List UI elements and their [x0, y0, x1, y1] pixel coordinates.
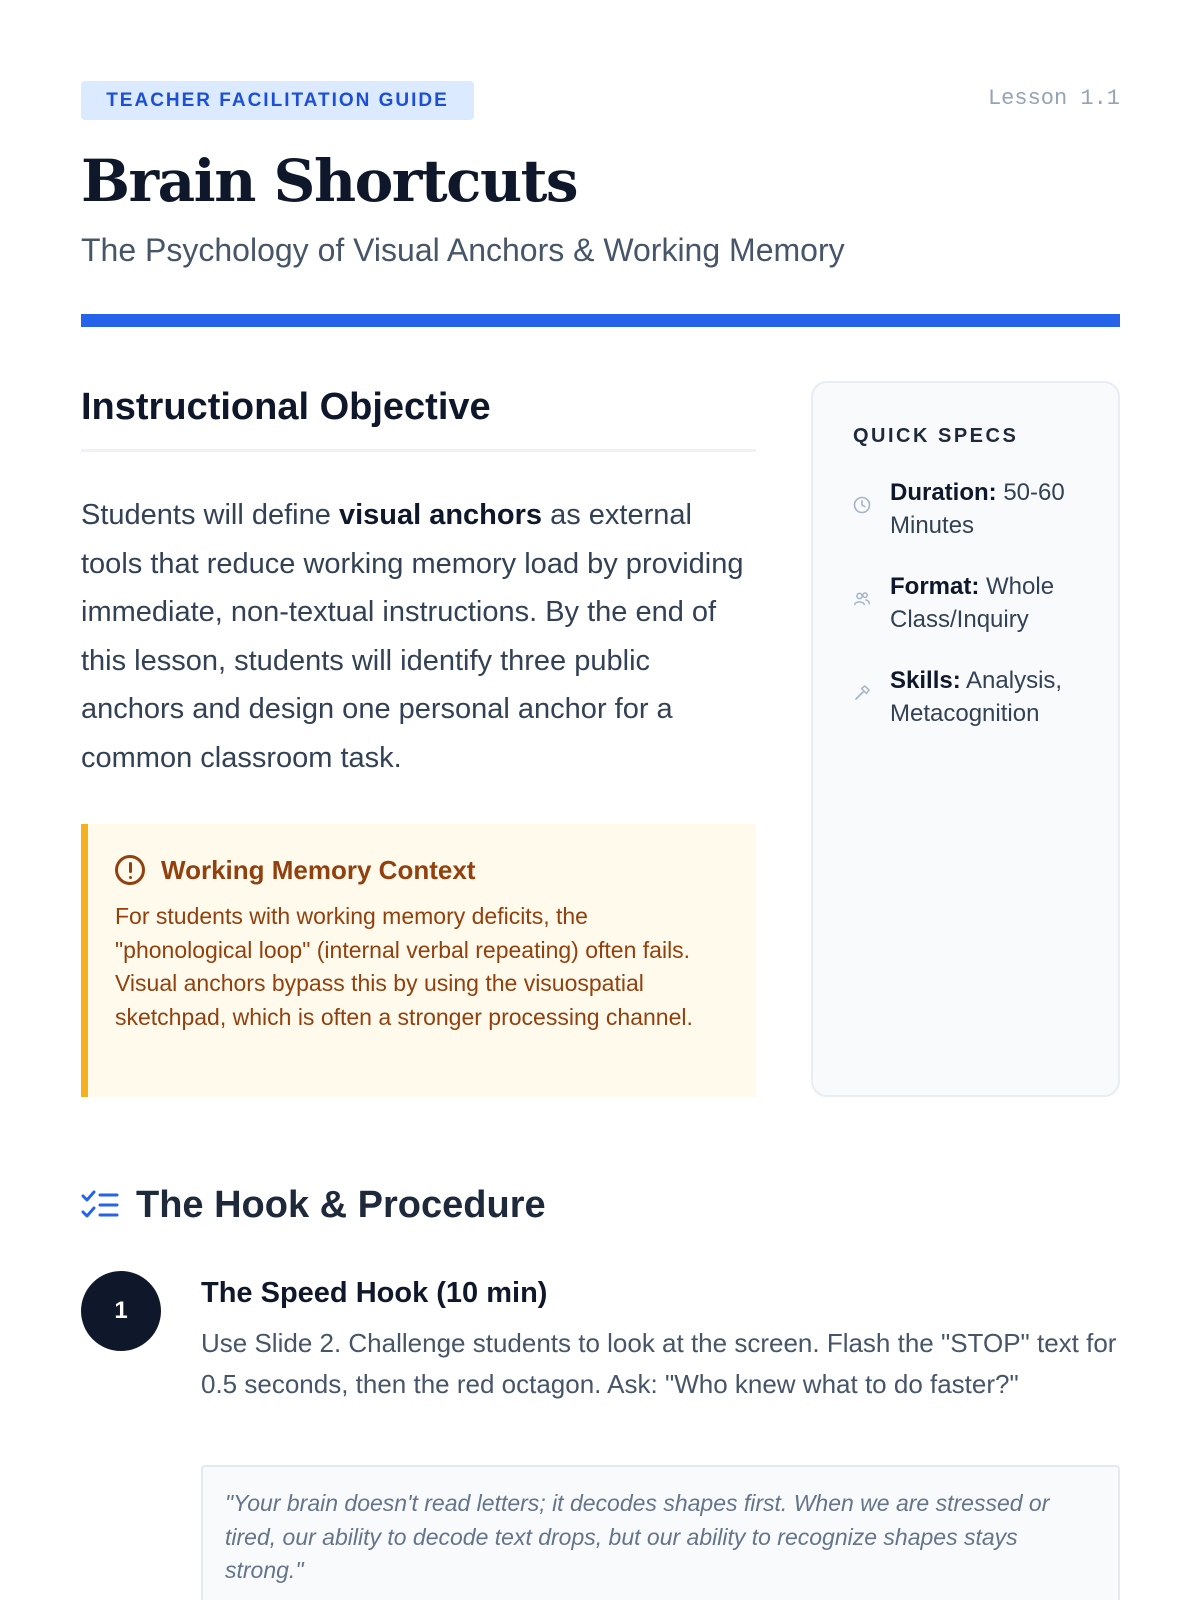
guide-type-badge: TEACHER FACILITATION GUIDE	[81, 81, 474, 120]
spec-format-label: Format:	[890, 573, 980, 600]
step-instructions: Use Slide 2. Challenge students to look at the screen. Flash the "STOP" text for 0.5 seconds, then the red octagon. Ask: "Who knew what to do faster?"	[201, 1328, 1117, 1399]
step-number-badge: 1	[81, 1271, 161, 1351]
spec-format-value: Whole Class/Inquiry	[890, 573, 1055, 633]
spec-duration	[853, 476, 1113, 542]
spec-format	[853, 570, 1113, 636]
working-memory-callout	[81, 824, 756, 1097]
teacher-script-quote: "Your brain doesn't read letters; it decodes shapes first. When we are stressed or tired, our ability to decode text drops, but our ability to recognize shapes stays strong."	[201, 1465, 1120, 1600]
lesson-guide-page	[81, 0, 1120, 1600]
spec-skills-label: Skills:	[890, 667, 961, 694]
clock-icon	[853, 496, 871, 514]
alert-circle-icon	[115, 855, 145, 885]
objective-text-end: as external tools that reduce working memory load by providing immediate, non-textual instructions. By the end of this lesson, students will identify three public anchors and design one personal anchor for a common classroom task.	[81, 499, 744, 774]
page-title: Brain Shortcuts	[81, 147, 578, 215]
spec-skills	[853, 664, 1113, 730]
lesson-number: Lesson 1.1	[987, 86, 1120, 111]
checklist-icon	[81, 1188, 119, 1222]
step-title: The Speed Hook (10 min)	[201, 1277, 548, 1309]
page-subtitle: The Psychology of Visual Anchors & Working Memory	[81, 232, 845, 268]
procedure-heading	[81, 1182, 546, 1228]
callout-title: Working Memory Context	[161, 854, 476, 885]
spec-duration-label: Duration:	[890, 479, 997, 506]
objective-heading: Instructional Objective	[81, 383, 756, 452]
procedure-title: The Hook & Procedure	[136, 1183, 546, 1226]
quick-specs-panel	[811, 381, 1120, 1097]
header-divider	[81, 314, 1120, 327]
callout-header	[115, 852, 756, 888]
objective-text	[81, 491, 756, 782]
quick-specs-title: QUICK SPECS	[853, 425, 1019, 447]
users-icon	[853, 590, 871, 608]
spec-skills-value: Analysis, Metacognition	[890, 667, 1063, 727]
hammer-icon	[853, 684, 871, 702]
objective-key-term: visual anchors	[338, 499, 543, 531]
spec-duration-value: 50-60 Minutes	[890, 479, 1065, 539]
objective-text-start: Students will define	[81, 499, 339, 531]
callout-body: For students with working memory deficits, the "phonological loop" (internal verbal repeating) often fails. Visual anchors bypass this by using the visuospatial sketchpad, which is often a stronger processing channel.	[115, 903, 693, 1030]
